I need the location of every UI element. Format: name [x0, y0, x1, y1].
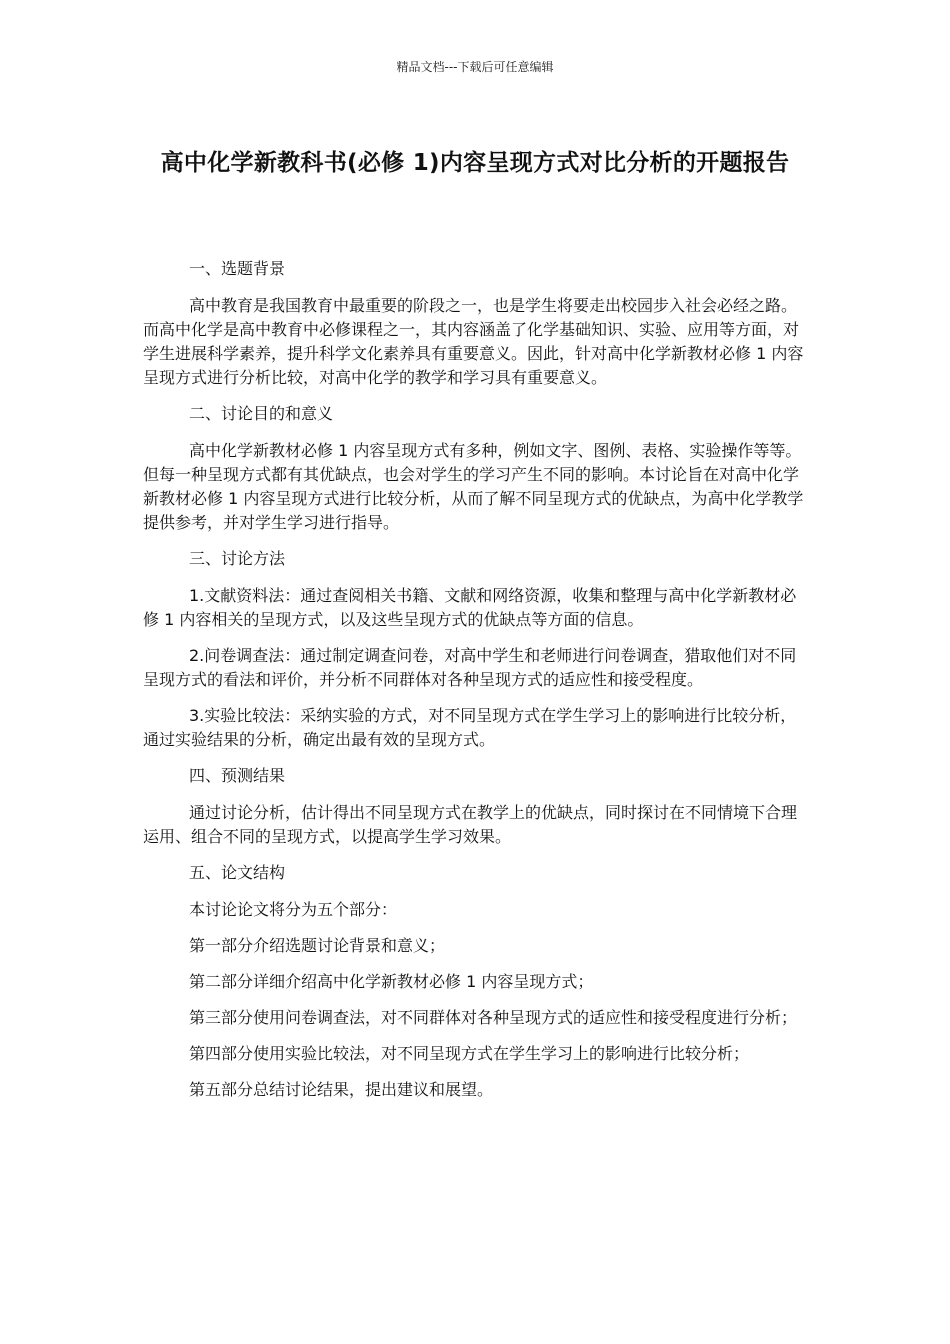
paragraph-background: 高中教育是我国教育中最重要的阶段之一，也是学生将要走出校园步入社会必经之路。而高中化学是高中教育中必修课程之一，其内容涵盖了化学基础知识、实验、应用等方面，对学生进展科学素养，提升科学文化素养具有重要意义。因此，针对高中化学新教材必修 1 内容呈现方式进行分析比较，对高中化学的教学和学习具有重要意义。: [143, 296, 804, 387]
structure-part-3: 第三部分使用问卷调查法，对不同群体对各种呈现方式的适应性和接受程度进行分析；: [189, 1008, 798, 1027]
method-item-survey: 2.问卷调查法：通过制定调查问卷，对高中学生和老师进行问卷调查，猎取他们对不同呈现方式的看法和评价，并分析不同群体对各种呈现方式的适应性和接受程度。: [143, 646, 797, 689]
structure-part-5: 第五部分总结讨论结果，提出建议和展望。: [189, 1080, 494, 1099]
structure-part-2: 第二部分详细介绍高中化学新教材必修 1 内容呈现方式；: [189, 972, 594, 991]
header-note: 精品文档---下载后可任意编辑: [396, 60, 554, 74]
paragraph-purpose: 高中化学新教材必修 1 内容呈现方式有多种，例如文字、图例、表格、实验操作等等。但每一种呈现方式都有其优缺点，也会对学生的学习产生不同的影响。本讨论旨在对高中化学新教材必修 1 内容呈现方式进行比较分析，从而了解不同呈现方式的优缺点，为高中化学教学提供参考，并对学生学习进行指导。: [143, 441, 804, 532]
paragraph-expected-results: 通过讨论分析，估计得出不同呈现方式在教学上的优缺点，同时探讨在不同情境下合理运用、组合不同的呈现方式，以提高学生学习效果。: [143, 803, 798, 846]
section-heading-background: 一、选题背景: [189, 259, 286, 278]
section-heading-expected-results: 四、预测结果: [189, 766, 286, 785]
section-heading-structure: 五、论文结构: [189, 863, 286, 882]
section-heading-methods: 三、讨论方法: [189, 549, 286, 568]
structure-part-1: 第一部分介绍选题讨论背景和意义；: [189, 936, 446, 955]
method-item-literature: 1.文献资料法：通过查阅相关书籍、文献和网络资源，收集和整理与高中化学新教材必修 1 内容相关的呈现方式，以及这些呈现方式的优缺点等方面的信息。: [143, 586, 797, 629]
section-heading-purpose: 二、讨论目的和意义: [189, 404, 334, 423]
structure-part-4: 第四部分使用实验比较法，对不同呈现方式在学生学习上的影响进行比较分析；: [189, 1044, 750, 1063]
document-body: [143, 257, 807, 1114]
structure-intro: 本讨论论文将分为五个部分：: [189, 900, 398, 919]
method-item-experiment: 3.实验比较法：采纳实验的方式，对不同呈现方式在学生学习上的影响进行比较分析，通过实验结果的分析，确定出最有效的呈现方式。: [143, 706, 797, 749]
document-title: 高中化学新教科书(必修 1)内容呈现方式对比分析的开题报告: [160, 150, 790, 176]
